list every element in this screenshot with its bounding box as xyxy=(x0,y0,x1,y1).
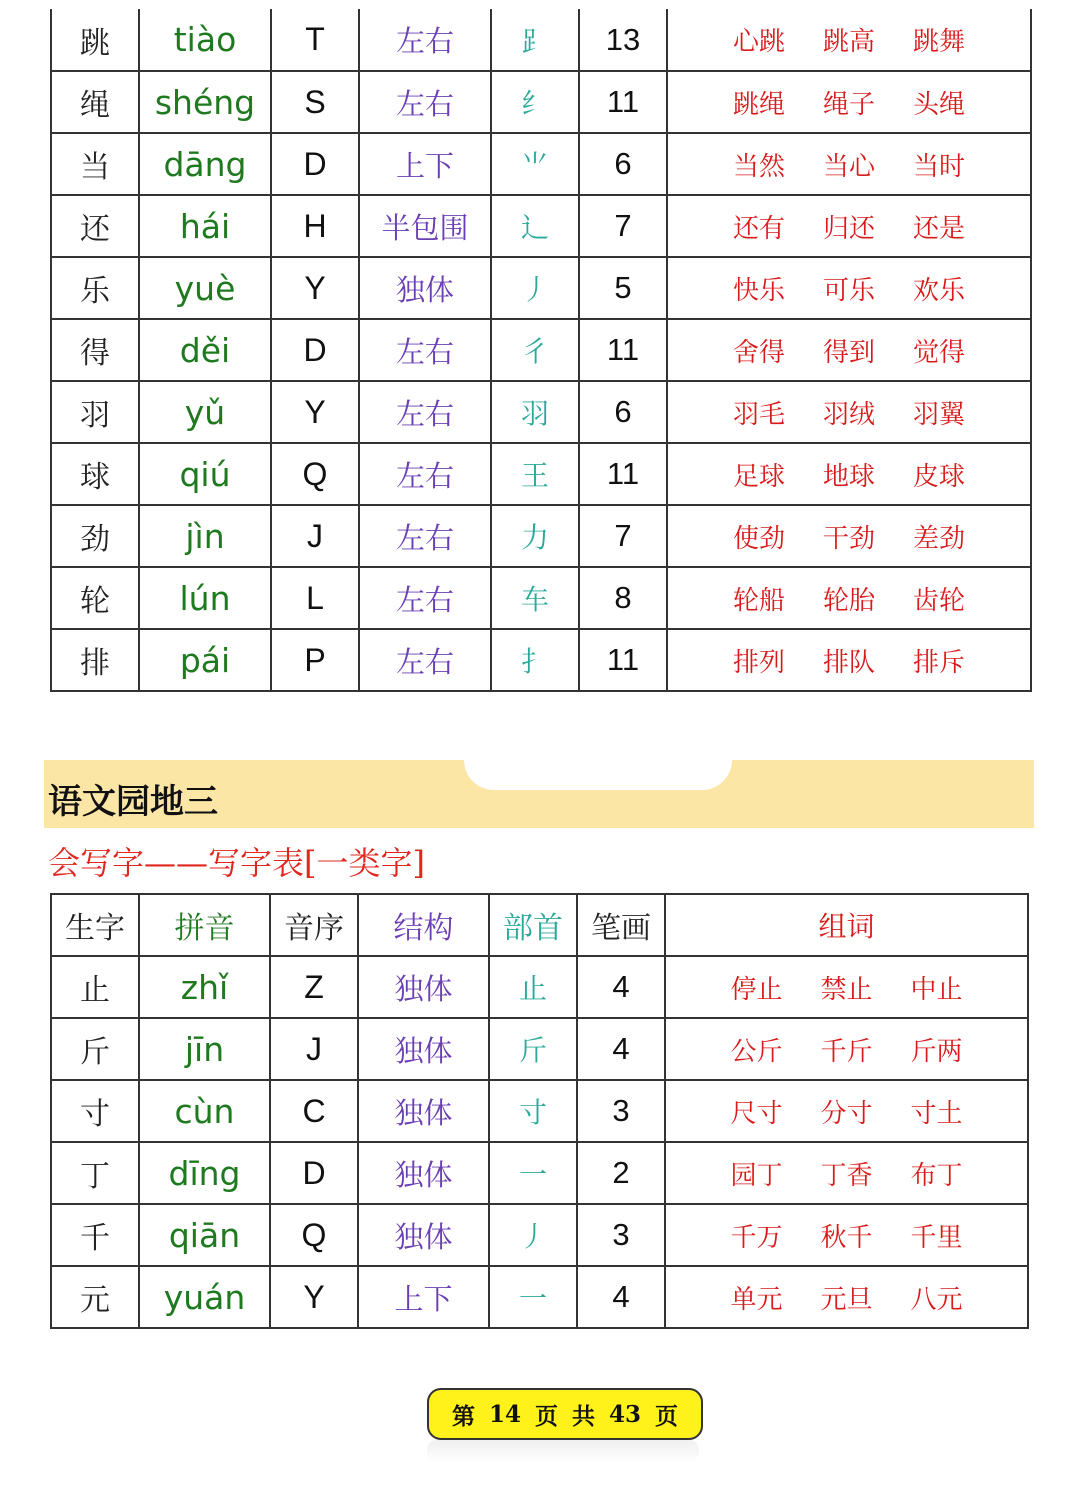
words-cell xyxy=(667,195,1031,257)
word-item: 中止 xyxy=(910,974,963,1005)
pinyin-cell: yuán xyxy=(139,1266,270,1328)
word-item: 还是 xyxy=(912,213,965,244)
word-item: 当时 xyxy=(912,151,965,182)
word-item: 分寸 xyxy=(820,1098,873,1129)
letter-cell: J xyxy=(271,505,359,567)
structure-cell: 上下 xyxy=(359,133,491,195)
char-cell: 球 xyxy=(51,443,139,505)
radical-cell: 一 xyxy=(489,1266,577,1328)
letter-cell: D xyxy=(271,319,359,381)
strokes-cell: 7 xyxy=(579,195,667,257)
char-cell: 轮 xyxy=(51,567,139,629)
pinyin-cell: cùn xyxy=(139,1080,270,1142)
structure-cell: 左右 xyxy=(359,9,491,71)
section-title: 语文园地三 xyxy=(48,782,218,822)
strokes-cell: 6 xyxy=(579,133,667,195)
radical-cell: 王 xyxy=(491,443,579,505)
header-words: 组词 xyxy=(665,894,1028,956)
char-cell: 排 xyxy=(51,629,139,691)
strokes-cell: 3 xyxy=(577,1204,665,1266)
word-item: 绳子 xyxy=(822,89,875,120)
table-row xyxy=(51,319,1031,381)
vocabulary-table-top xyxy=(50,9,1032,692)
letter-cell: D xyxy=(271,133,359,195)
word-item: 足球 xyxy=(732,461,785,492)
table-row xyxy=(51,1142,1028,1204)
strokes-cell: 13 xyxy=(579,9,667,71)
letter-cell: D xyxy=(270,1142,358,1204)
letter-cell: S xyxy=(271,71,359,133)
words-cell xyxy=(667,629,1031,691)
letter-cell: Y xyxy=(271,381,359,443)
structure-cell: 左右 xyxy=(359,629,491,691)
word-item: 得到 xyxy=(822,337,875,368)
char-cell: 元 xyxy=(51,1266,139,1328)
radical-cell: 羽 xyxy=(491,381,579,443)
char-cell: 寸 xyxy=(51,1080,139,1142)
words-cell xyxy=(665,1142,1028,1204)
word-item: 秋千 xyxy=(820,1222,873,1253)
word-item: 排斥 xyxy=(912,647,965,678)
pinyin-cell: dāng xyxy=(139,133,271,195)
char-cell: 绳 xyxy=(51,71,139,133)
char-cell: 羽 xyxy=(51,381,139,443)
word-item: 跳高 xyxy=(822,27,875,57)
words-cell xyxy=(667,9,1031,71)
strokes-cell: 4 xyxy=(577,1018,665,1080)
table-row xyxy=(51,195,1031,257)
structure-cell: 独体 xyxy=(359,257,491,319)
word-item: 停止 xyxy=(730,974,783,1005)
words-cell xyxy=(667,257,1031,319)
word-item: 千里 xyxy=(910,1222,963,1253)
structure-cell: 独体 xyxy=(358,1204,489,1266)
vocabulary-table-bottom xyxy=(50,893,1029,1329)
word-item: 心跳 xyxy=(732,27,785,57)
header-pinyin: 拼音 xyxy=(139,894,270,956)
words-cell xyxy=(665,1080,1028,1142)
char-cell: 劲 xyxy=(51,505,139,567)
words-cell xyxy=(665,1018,1028,1080)
structure-cell: 左右 xyxy=(359,381,491,443)
page-suffix: 页 xyxy=(655,1402,679,1430)
table-row xyxy=(51,71,1031,133)
section-subtitle: 会写字——写字表[一类字] xyxy=(48,844,425,882)
pinyin-cell: qiú xyxy=(139,443,271,505)
pinyin-cell: zhǐ xyxy=(139,956,270,1018)
header-radical: 部首 xyxy=(489,894,577,956)
strokes-cell: 11 xyxy=(579,629,667,691)
word-item: 轮船 xyxy=(732,585,785,616)
char-cell: 得 xyxy=(51,319,139,381)
radical-cell: 车 xyxy=(491,567,579,629)
header-letter: 音序 xyxy=(270,894,358,956)
char-cell: 千 xyxy=(51,1204,139,1266)
table-row xyxy=(51,505,1031,567)
section-banner xyxy=(44,760,1034,828)
banner-notch xyxy=(464,756,732,790)
words-cell xyxy=(667,505,1031,567)
radical-cell: 纟 xyxy=(491,71,579,133)
word-item: 欢乐 xyxy=(912,275,965,306)
pinyin-cell: shéng xyxy=(139,71,271,133)
letter-cell: C xyxy=(270,1080,358,1142)
letter-cell: P xyxy=(271,629,359,691)
words-cell xyxy=(667,381,1031,443)
word-item: 园丁 xyxy=(730,1160,783,1191)
table-row xyxy=(51,1080,1028,1142)
strokes-cell: 11 xyxy=(579,443,667,505)
radical-cell: 辶 xyxy=(491,195,579,257)
word-item: 齿轮 xyxy=(912,585,965,616)
page-middle: 页 xyxy=(535,1402,558,1430)
word-item: 可乐 xyxy=(822,275,875,306)
page-total-prefix: 共 xyxy=(572,1402,595,1430)
header-strokes: 笔画 xyxy=(577,894,665,956)
radical-cell: 彳 xyxy=(491,319,579,381)
table-row xyxy=(51,1204,1028,1266)
word-item: 羽绒 xyxy=(822,399,875,430)
word-item: 当心 xyxy=(822,151,875,182)
word-item: 丁香 xyxy=(820,1160,873,1191)
word-item: 跳舞 xyxy=(912,27,965,57)
words-cell xyxy=(667,443,1031,505)
word-item: 公斤 xyxy=(730,1036,783,1067)
table-row xyxy=(51,567,1031,629)
structure-cell: 左右 xyxy=(359,443,491,505)
structure-cell: 独体 xyxy=(358,1142,489,1204)
char-cell: 丁 xyxy=(51,1142,139,1204)
page-current: 14 xyxy=(488,1400,521,1428)
word-item: 皮球 xyxy=(912,461,965,492)
radical-cell: 丿 xyxy=(491,257,579,319)
radical-cell: 止 xyxy=(489,956,577,1018)
letter-cell: L xyxy=(271,567,359,629)
pinyin-cell: lún xyxy=(139,567,271,629)
words-cell xyxy=(667,319,1031,381)
structure-cell: 独体 xyxy=(358,1018,489,1080)
table-row xyxy=(51,257,1031,319)
word-item: 八元 xyxy=(910,1284,963,1315)
word-item: 单元 xyxy=(730,1284,783,1315)
strokes-cell: 5 xyxy=(579,257,667,319)
word-item: 排队 xyxy=(822,647,875,678)
pinyin-cell: qiān xyxy=(139,1204,270,1266)
page-indicator xyxy=(427,1388,703,1440)
strokes-cell: 3 xyxy=(577,1080,665,1142)
radical-cell: 力 xyxy=(491,505,579,567)
radical-cell: 丿 xyxy=(489,1204,577,1266)
word-item: 地球 xyxy=(822,461,875,492)
table-row xyxy=(51,133,1031,195)
top-table-body xyxy=(51,9,1031,691)
words-cell xyxy=(665,1204,1028,1266)
letter-cell: Q xyxy=(270,1204,358,1266)
words-cell xyxy=(665,956,1028,1018)
radical-cell: 扌 xyxy=(491,629,579,691)
table-row xyxy=(51,956,1028,1018)
word-item: 寸土 xyxy=(910,1098,963,1129)
word-item: 排列 xyxy=(732,647,785,678)
words-cell xyxy=(667,133,1031,195)
pinyin-cell: hái xyxy=(139,195,271,257)
word-item: 元旦 xyxy=(820,1284,873,1315)
header-char: 生字 xyxy=(51,894,139,956)
char-cell: 止 xyxy=(51,956,139,1018)
words-cell xyxy=(667,71,1031,133)
page-prefix: 第 xyxy=(451,1402,475,1430)
word-item: 归还 xyxy=(822,213,875,244)
strokes-cell: 2 xyxy=(577,1142,665,1204)
table-row xyxy=(51,1018,1028,1080)
word-item: 干劲 xyxy=(822,523,875,554)
page-total: 43 xyxy=(609,1400,642,1428)
table-row xyxy=(51,1266,1028,1328)
char-cell: 当 xyxy=(51,133,139,195)
pinyin-cell: yǔ xyxy=(139,381,271,443)
structure-cell: 左右 xyxy=(359,567,491,629)
word-item: 羽毛 xyxy=(732,399,785,430)
word-item: 千万 xyxy=(730,1222,783,1253)
structure-cell: 半包围 xyxy=(359,195,491,257)
strokes-cell: 11 xyxy=(579,319,667,381)
structure-cell: 独体 xyxy=(358,956,489,1018)
table-header-row xyxy=(51,894,1028,956)
char-cell: 跳 xyxy=(51,9,139,71)
structure-cell: 左右 xyxy=(359,505,491,567)
strokes-cell: 8 xyxy=(579,567,667,629)
strokes-cell: 4 xyxy=(577,956,665,1018)
structure-cell: 左右 xyxy=(359,71,491,133)
word-item: 差劲 xyxy=(912,523,965,554)
pinyin-cell: tiào xyxy=(139,9,271,71)
table-row xyxy=(51,629,1031,691)
pinyin-cell: jīn xyxy=(139,1018,270,1080)
letter-cell: Y xyxy=(270,1266,358,1328)
words-cell xyxy=(667,567,1031,629)
word-item: 还有 xyxy=(732,213,785,244)
pinyin-cell: dīng xyxy=(139,1142,270,1204)
structure-cell: 上下 xyxy=(358,1266,489,1328)
bottom-table-body xyxy=(51,956,1028,1328)
word-item: 千斤 xyxy=(820,1036,873,1067)
header-structure: 结构 xyxy=(358,894,489,956)
table-row xyxy=(51,443,1031,505)
pinyin-cell: jìn xyxy=(139,505,271,567)
pinyin-cell: yuè xyxy=(139,257,271,319)
radical-cell: 斤 xyxy=(489,1018,577,1080)
word-item: 跳绳 xyxy=(732,89,785,120)
word-item: 头绳 xyxy=(912,89,965,120)
strokes-cell: 4 xyxy=(577,1266,665,1328)
char-cell: 乐 xyxy=(51,257,139,319)
table-row xyxy=(51,9,1031,71)
word-item: 禁止 xyxy=(820,974,873,1005)
radical-cell: ⺌ xyxy=(491,133,579,195)
letter-cell: Y xyxy=(271,257,359,319)
words-cell xyxy=(665,1266,1028,1328)
letter-cell: Q xyxy=(271,443,359,505)
page-indicator-reflection xyxy=(427,1440,699,1462)
letter-cell: Z xyxy=(270,956,358,1018)
structure-cell: 独体 xyxy=(358,1080,489,1142)
radical-cell: 寸 xyxy=(489,1080,577,1142)
structure-cell: 左右 xyxy=(359,319,491,381)
word-item: 斤两 xyxy=(910,1036,963,1067)
pinyin-cell: pái xyxy=(139,629,271,691)
letter-cell: T xyxy=(271,9,359,71)
strokes-cell: 7 xyxy=(579,505,667,567)
letter-cell: J xyxy=(270,1018,358,1080)
table-row xyxy=(51,381,1031,443)
word-item: 布丁 xyxy=(910,1160,963,1191)
radical-cell: ⻊ xyxy=(491,9,579,71)
word-item: 觉得 xyxy=(912,337,965,368)
strokes-cell: 6 xyxy=(579,381,667,443)
char-cell: 还 xyxy=(51,195,139,257)
word-item: 当然 xyxy=(732,151,785,182)
word-item: 羽翼 xyxy=(912,399,965,430)
strokes-cell: 11 xyxy=(579,71,667,133)
word-item: 快乐 xyxy=(732,275,785,306)
word-item: 轮胎 xyxy=(822,585,875,616)
letter-cell: H xyxy=(271,195,359,257)
radical-cell: 一 xyxy=(489,1142,577,1204)
word-item: 舍得 xyxy=(732,337,785,368)
word-item: 使劲 xyxy=(732,523,785,554)
word-item: 尺寸 xyxy=(730,1098,783,1129)
char-cell: 斤 xyxy=(51,1018,139,1080)
pinyin-cell: děi xyxy=(139,319,271,381)
